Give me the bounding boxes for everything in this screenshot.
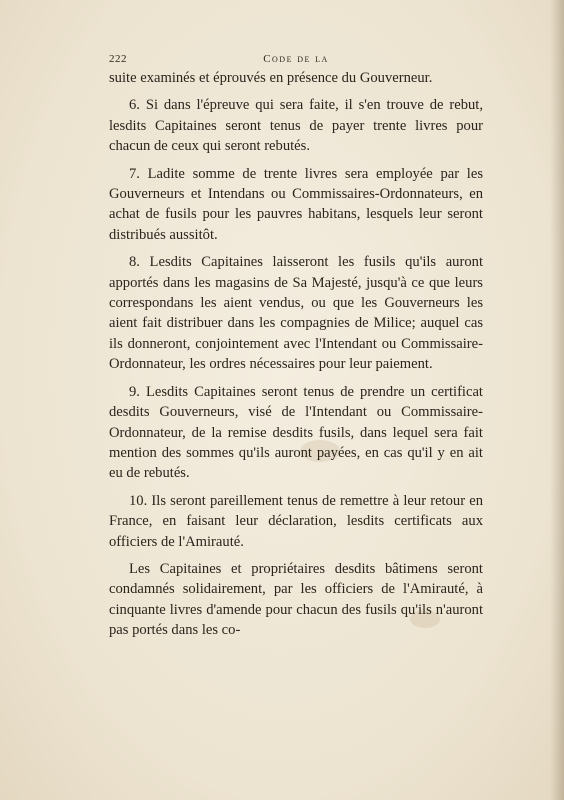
page-edge-shadow (550, 0, 564, 800)
running-title: Code de la (263, 53, 329, 65)
paragraph: 9. Lesdits Capitaines seront tenus de prendre un certificat desdits Gouverneurs, visé de l'Intendant ou Commissaire-Ordonnateur, de la remise desdits fusils, dans lequel sera fait mention des sommes qu'ils auront payées, en cas qu'il y en ait eu de rebutés. (109, 383, 483, 482)
paragraph: 7. Ladite somme de trente livres sera employée par les Gouverneurs et Intendans ou Commissaires-Ordonnateurs, en achat de fusils pour les pauvres habitans, lesquels leur seront distribués aussitôt. (109, 165, 483, 243)
body-text (109, 68, 483, 641)
page-header (109, 53, 483, 69)
page-number: 222 (109, 53, 127, 65)
paragraph: suite examinés et éprouvés en présence du Gouverneur. (109, 70, 433, 86)
paragraph: 10. Ils seront pareillement tenus de remettre à leur retour en France, en faisant leur déclaration, lesdits certificats aux officiers de l'Amirauté. (109, 492, 483, 550)
paragraph: 8. Lesdits Capitaines laisseront les fusils qu'ils auront apportés dans les magasins de Sa Majesté, jusqu'à ce que leurs correspondans les aient vendus, ou que les Gouverneurs les aient fait distribuer dans les compagnies de Milice; auquel cas ils donneront, conjointement avec l'Intendant ou Commissaire-Ordonnateur, les ordres nécessaires pour leur paiement. (109, 254, 483, 373)
paragraph: Les Capitaines et propriétaires desdits bâtimens seront condamnés solidairement, par les officiers de l'Amirauté, à cinquante livres d'amende pour chacun des fusils qu'ils n'auront pas portés dans les co- (109, 560, 483, 639)
paragraph: 6. Si dans l'épreuve qui sera faite, il s'en trouve de rebut, lesdits Capitaines seront tenus de payer trente livres pour chacun de ceux qui seront rebutés. (109, 97, 483, 155)
